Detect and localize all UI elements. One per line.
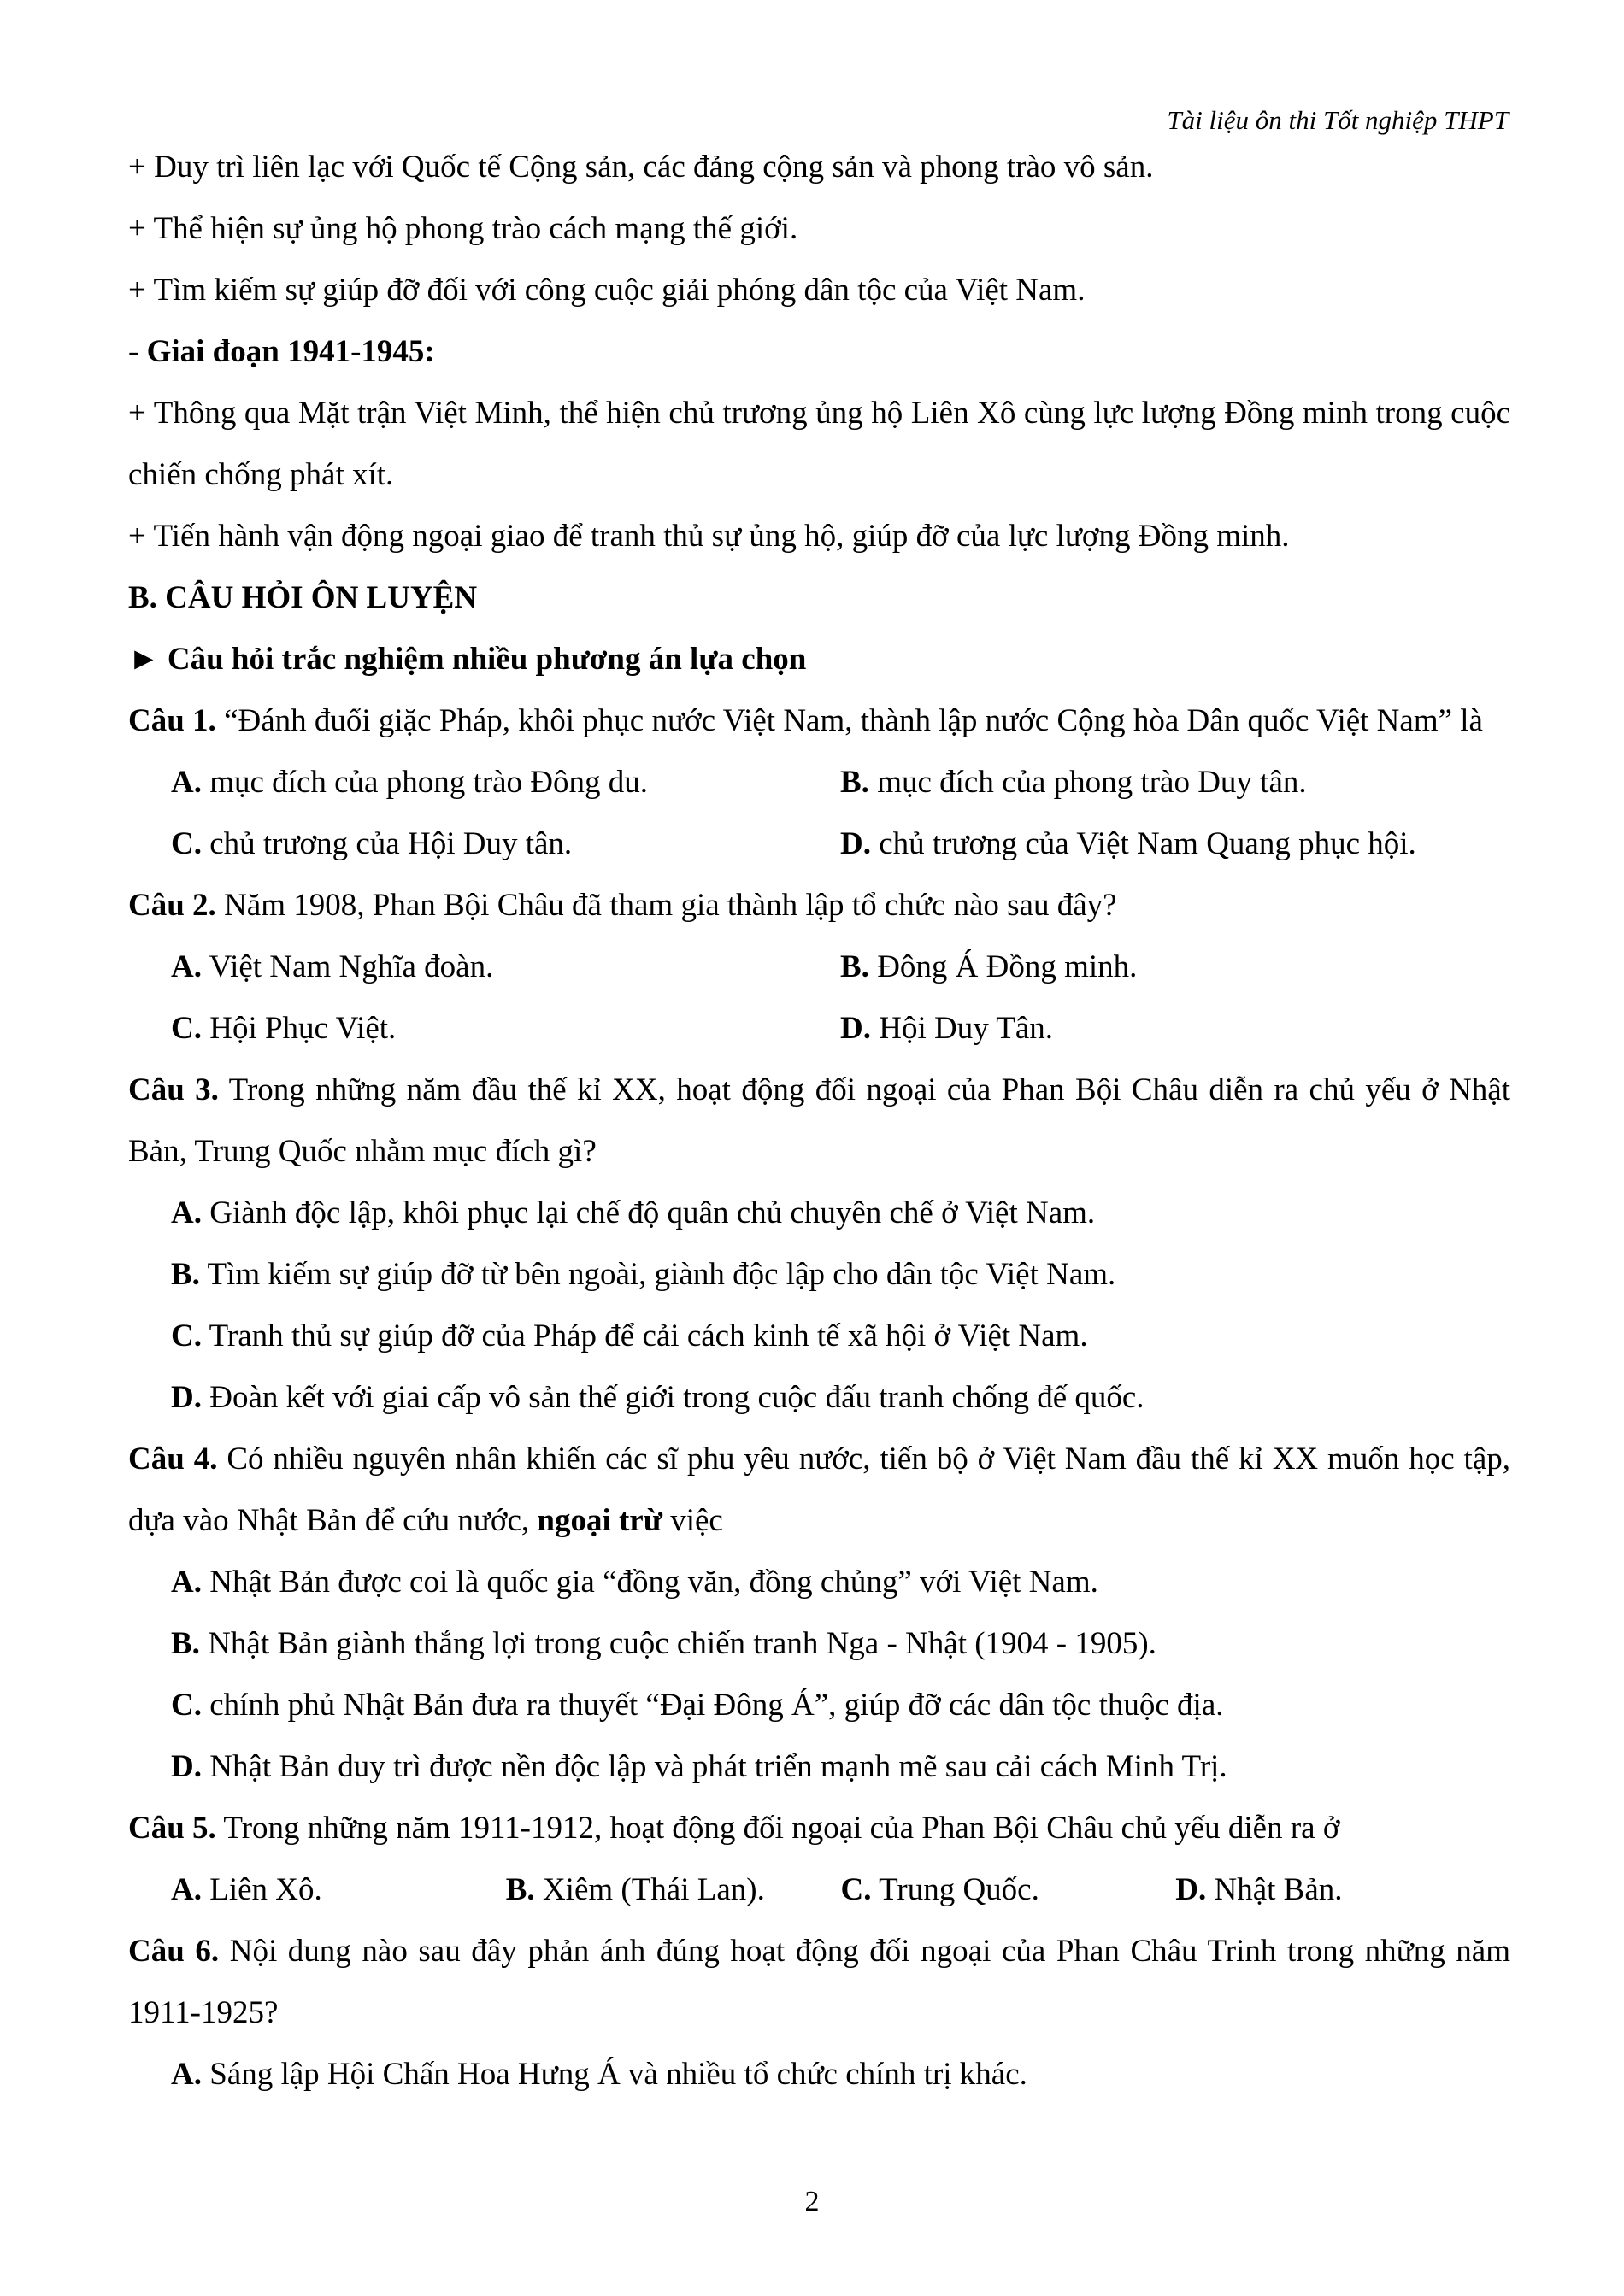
question-label: Câu 4. bbox=[128, 1442, 218, 1477]
option-b: B. Tìm kiếm sự giúp đỡ từ bên ngoài, giành độc lập cho dân tộc Việt Nam. bbox=[171, 1257, 1116, 1292]
question-3 bbox=[128, 1060, 1510, 1183]
intro-line: + Thể hiện sự ủng hộ phong trào cách mạng thế giới. bbox=[128, 211, 798, 246]
question-4 bbox=[128, 1429, 1510, 1552]
option-b: B. Xiêm (Thái Lan). bbox=[505, 1872, 765, 1907]
question-text-end: việc bbox=[662, 1503, 723, 1538]
question-1 bbox=[128, 690, 1510, 752]
option-d: D. Đoàn kết với giai cấp vô sản thế giới trong cuộc đấu tranh chống đế quốc. bbox=[171, 1380, 1144, 1415]
subsection-title: ► Câu hỏi trắc nghiệm nhiều phương án lựa chọn bbox=[128, 642, 807, 677]
intro-line: + Tìm kiếm sự giúp đỡ đối với công cuộc giải phóng dân tộc của Việt Nam. bbox=[128, 273, 1086, 308]
stage-item: + Thông qua Mặt trận Việt Minh, thể hiện chủ trương ủng hộ Liên Xô cùng lực lượng Đồng minh trong cuộc chiến chống phát xít. bbox=[128, 396, 1510, 492]
question-emphasis: ngoại trừ bbox=[537, 1503, 662, 1538]
options-row bbox=[128, 937, 1510, 998]
question-5 bbox=[128, 1798, 1510, 1859]
option-a: A. Giành độc lập, khôi phục lại chế độ quân chủ chuyên chế ở Việt Nam. bbox=[171, 1195, 1096, 1230]
option-c: C. chủ trương của Hội Duy tân. bbox=[171, 826, 573, 861]
option-b: B. mục đích của phong trào Duy tân. bbox=[840, 765, 1307, 800]
option-b: B. Đông Á Đồng minh. bbox=[840, 949, 1138, 984]
option-d: D. Hội Duy Tân. bbox=[840, 1011, 1054, 1046]
question-2 bbox=[128, 875, 1510, 937]
option-a: A. Liên Xô. bbox=[171, 1872, 322, 1907]
option-a: A. Sáng lập Hội Chấn Hoa Hưng Á và nhiều tổ chức chính trị khác. bbox=[171, 2057, 1027, 2092]
option-d: D. chủ trương của Việt Nam Quang phục hội. bbox=[840, 826, 1416, 861]
question-label: Câu 1. bbox=[128, 703, 216, 738]
option-a: A. Nhật Bản được coi là quốc gia “đồng văn, đồng chủng” với Việt Nam. bbox=[171, 1565, 1098, 1600]
question-text: “Đánh đuổi giặc Pháp, khôi phục nước Việt Nam, thành lập nước Cộng hòa Dân quốc Việt Nam” là bbox=[215, 703, 1483, 738]
question-label: Câu 3. bbox=[128, 1072, 219, 1107]
page-content bbox=[128, 137, 1510, 2105]
option-a: A. Việt Nam Nghĩa đoàn. bbox=[171, 949, 494, 984]
option-c: C. Hội Phục Việt. bbox=[171, 1011, 397, 1046]
section-title: B. CÂU HỎI ÔN LUYỆN bbox=[128, 580, 478, 615]
question-label: Câu 6. bbox=[128, 1934, 220, 1969]
question-label: Câu 5. bbox=[128, 1811, 216, 1846]
options-row bbox=[128, 752, 1510, 813]
option-d: D. Nhật Bản. bbox=[1175, 1872, 1343, 1907]
question-text: Có nhiều nguyên nhân khiến các sĩ phu yêu nước, tiến bộ ở Việt Nam đầu thế kỉ XX muốn học tập, dựa vào Nhật Bản để cứu nước, bbox=[128, 1442, 1510, 1538]
question-text: Trong những năm đầu thế kỉ XX, hoạt động đối ngoại của Phan Bội Châu diễn ra chủ yếu ở Nhật Bản, Trung Quốc nhằm mục đích gì? bbox=[128, 1072, 1510, 1169]
option-c: C. Tranh thủ sự giúp đỡ của Pháp để cải cách kinh tế xã hội ở Việt Nam. bbox=[171, 1318, 1088, 1354]
option-c: C. chính phủ Nhật Bản đưa ra thuyết “Đại Đông Á”, giúp đỡ các dân tộc thuộc địa. bbox=[171, 1688, 1224, 1723]
page-number: 2 bbox=[804, 2186, 820, 2217]
options-row bbox=[128, 998, 1510, 1060]
question-text: Năm 1908, Phan Bội Châu đã tham gia thành lập tổ chức nào sau đây? bbox=[215, 888, 1117, 923]
option-a: A. mục đích của phong trào Đông du. bbox=[171, 765, 648, 800]
option-d: D. Nhật Bản duy trì được nền độc lập và phát triển mạnh mẽ sau cải cách Minh Trị. bbox=[171, 1749, 1227, 1784]
options-row bbox=[128, 1859, 1510, 1921]
stage-heading: - Giai đoạn 1941-1945: bbox=[128, 334, 435, 369]
question-text: Trong những năm 1911-1912, hoạt động đối ngoại của Phan Bội Châu chủ yếu diễn ra ở bbox=[215, 1811, 1340, 1846]
question-text: Nội dung nào sau đây phản ánh đúng hoạt động đối ngoại của Phan Châu Trinh trong những năm 1911-1925? bbox=[128, 1934, 1510, 2030]
question-6 bbox=[128, 1921, 1510, 2044]
stage-item: + Tiến hành vận động ngoại giao để tranh thủ sự ủng hộ, giúp đỡ của lực lượng Đồng minh. bbox=[128, 519, 1290, 554]
options-row bbox=[128, 813, 1510, 875]
question-label: Câu 2. bbox=[128, 888, 216, 923]
intro-line: + Duy trì liên lạc với Quốc tế Cộng sản, các đảng cộng sản và phong trào vô sản. bbox=[128, 150, 1154, 185]
option-b: B. Nhật Bản giành thắng lợi trong cuộc chiến tranh Nga - Nhật (1904 - 1905). bbox=[171, 1626, 1156, 1661]
page-header: Tài liệu ôn thi Tốt nghiệp THPT bbox=[1167, 105, 1509, 135]
option-c: C. Trung Quốc. bbox=[840, 1872, 1039, 1907]
